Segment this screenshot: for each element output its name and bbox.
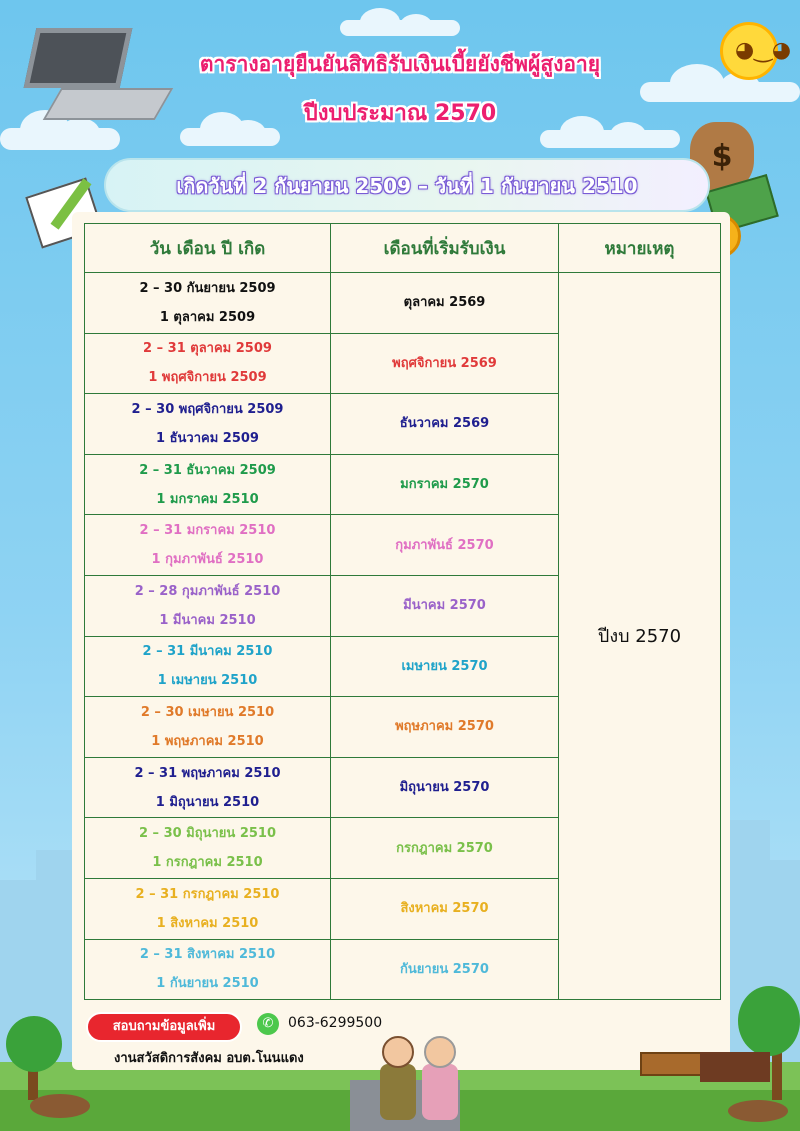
start-month-cell: ตุลาคม 2569 (331, 273, 559, 334)
birth-date-cell (85, 273, 331, 334)
page-title: ตารางอายุยืนยันสิทธิรับเงินเบี้ยยังชีพผู้สูงอายุ (199, 52, 601, 76)
birth-date-cell (85, 878, 331, 939)
organization-name: งานสวัสดิการสังคม อบต.โนนแดง (114, 1051, 304, 1066)
birth-range: 2 – 30 มิถุนายน 2510 (138, 826, 277, 842)
birth-range: 2 – 28 กุมภาพันธ์ 2510 (134, 583, 281, 599)
cloud (540, 130, 680, 148)
birth-range-subtitle: เกิดวันที่ 2 กันยายน 2509 – วันที่ 1 กันยายน 2510 (176, 174, 638, 198)
birth-single-day: 1 มีนาคม 2510 (159, 612, 256, 628)
elderly-man-body (380, 1064, 416, 1120)
table-row (85, 273, 721, 334)
birth-date-cell (85, 454, 331, 515)
sun-face-icon: ◕‿◕ (735, 38, 792, 63)
start-month-cell: สิงหาคม 2570 (331, 878, 559, 939)
header-start-month: เดือนที่เริ่มรับเงิน (331, 224, 559, 273)
phone-icon: ✆ (257, 1013, 279, 1035)
birth-range: 2 – 31 มีนาคม 2510 (142, 644, 273, 660)
elderly-man-icon (382, 1036, 414, 1068)
birth-range: 2 – 30 กันยายน 2509 (139, 280, 276, 296)
tree-icon (738, 986, 800, 1056)
birth-single-day: 1 มกราคม 2510 (156, 491, 259, 507)
tree-icon (6, 1016, 62, 1072)
birth-range: 2 – 31 ตุลาคม 2509 (143, 341, 272, 357)
rock (30, 1094, 90, 1118)
phone-number: 063-6299500 (288, 1015, 383, 1031)
birth-date-cell (85, 515, 331, 576)
cloud (0, 128, 120, 150)
birth-range: 2 – 31 มกราคม 2510 (139, 523, 276, 539)
birth-date-cell (85, 818, 331, 879)
birth-range: 2 – 30 เมษายน 2510 (140, 704, 275, 720)
cloud (340, 20, 460, 36)
start-month-cell: พฤศจิกายน 2569 (331, 333, 559, 394)
money-bag-icon: $ (690, 122, 754, 192)
birth-range: 2 – 31 สิงหาคม 2510 (139, 947, 276, 963)
birth-single-day: 1 กรกฎาคม 2510 (152, 855, 263, 871)
elderly-woman-body (422, 1064, 458, 1120)
birth-single-day: 1 ตุลาคม 2509 (159, 309, 256, 325)
birth-date-cell (85, 394, 331, 455)
start-month-cell: มีนาคม 2570 (331, 575, 559, 636)
schedule-table (84, 223, 721, 1000)
birth-single-day: 1 กุมภาพันธ์ 2510 (151, 552, 264, 568)
start-month-cell: ธันวาคม 2569 (331, 394, 559, 455)
birth-single-day: 1 พฤษภาคม 2510 (151, 733, 264, 749)
start-month-cell: กุมภาพันธ์ 2570 (331, 515, 559, 576)
birth-single-day: 1 พฤศจิกายน 2509 (148, 370, 267, 386)
birth-single-day: 1 สิงหาคม 2510 (156, 915, 259, 931)
birth-range: 2 – 31 พฤษภาคม 2510 (134, 765, 281, 781)
birth-single-day: 1 ธันวาคม 2509 (156, 430, 259, 446)
start-month-cell: กันยายน 2570 (331, 939, 559, 1000)
birth-date-cell (85, 757, 331, 818)
start-month-cell: มกราคม 2570 (331, 454, 559, 515)
cloud (180, 128, 280, 146)
header-birth-date: วัน เดือน ปี เกิด (85, 224, 331, 273)
birth-date-cell (85, 636, 331, 697)
inquiry-badge: สอบถามข้อมูลเพิ่ม (86, 1012, 242, 1042)
birth-single-day: 1 เมษายน 2510 (157, 673, 258, 689)
start-month-cell: มิถุนายน 2570 (331, 757, 559, 818)
birth-range: 2 – 31 ธันวาคม 2509 (139, 462, 276, 478)
birth-range: 2 – 31 กรกฎาคม 2510 (135, 886, 280, 902)
birth-date-cell (85, 697, 331, 758)
hedge (700, 1052, 770, 1082)
birth-single-day: 1 กันยายน 2510 (156, 976, 259, 992)
fiscal-year-title: ปีงบประมาณ 2570 (303, 101, 497, 126)
remark-cell: ปีงบ 2570 (559, 273, 721, 1000)
header-remark: หมายเหตุ (559, 224, 721, 273)
table-header-row (85, 224, 721, 273)
rock (728, 1100, 788, 1122)
birth-date-cell (85, 575, 331, 636)
birth-date-cell (85, 939, 331, 1000)
birth-single-day: 1 มิถุนายน 2510 (155, 794, 260, 810)
start-month-cell: เมษายน 2570 (331, 636, 559, 697)
birth-range: 2 – 30 พฤศจิกายน 2509 (131, 401, 284, 417)
start-month-cell: พฤษภาคม 2570 (331, 697, 559, 758)
start-month-cell: กรกฎาคม 2570 (331, 818, 559, 879)
birth-date-cell (85, 333, 331, 394)
elderly-woman-icon (424, 1036, 456, 1068)
